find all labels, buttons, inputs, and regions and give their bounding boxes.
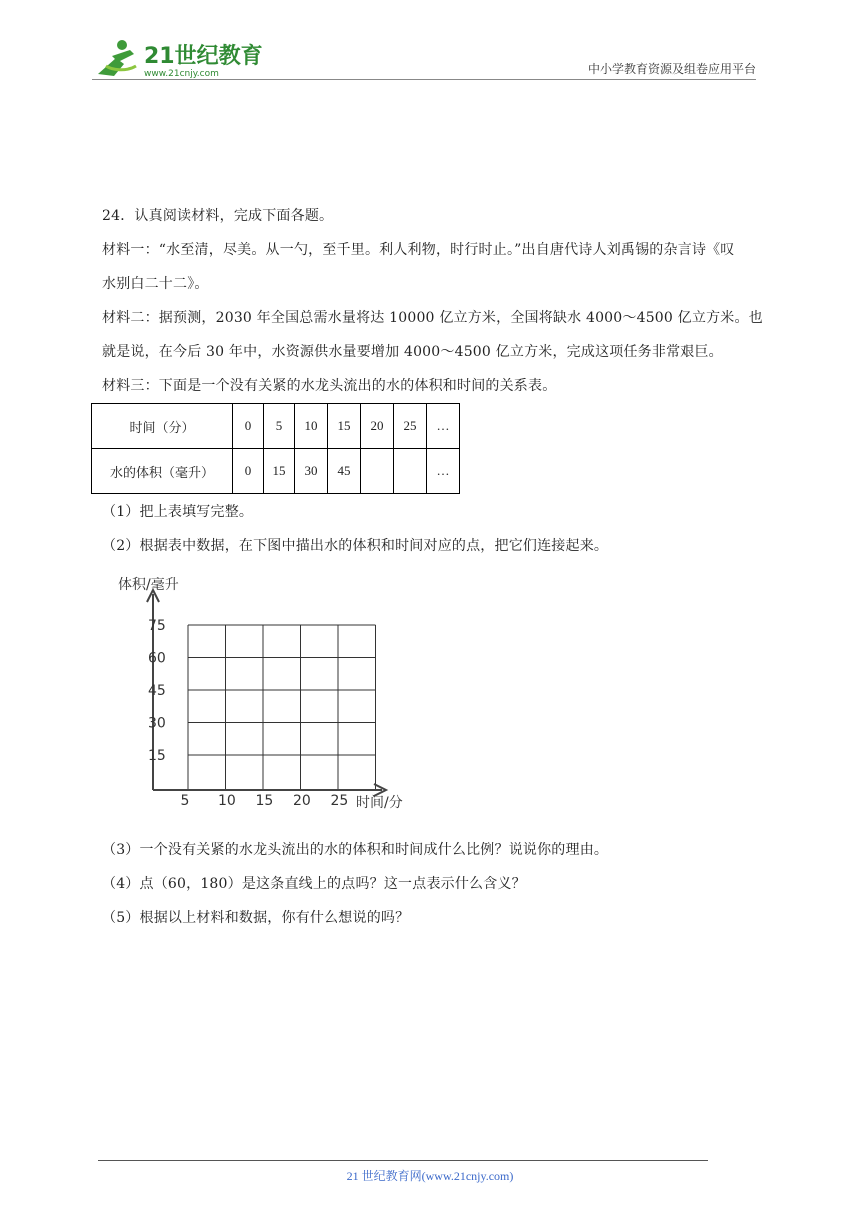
y-tick-label: 75 xyxy=(148,618,166,634)
x-axis-label: 时间/分 xyxy=(356,795,403,811)
logo-text: 21世纪教育 xyxy=(144,44,262,69)
y-tick-label: 30 xyxy=(148,715,166,732)
table-cell-blank[interactable] xyxy=(394,449,427,494)
table-cell: 15 xyxy=(328,404,361,449)
material2-line2: 就是说，在今后 30 年中，水资源供水量要增加 4000～4500 亿立方米，完成这项任务非常艰巨。 xyxy=(102,344,723,360)
logo-url: www.21cnjy.com xyxy=(144,69,219,79)
chart-axes xyxy=(147,590,386,796)
table-cell-blank[interactable] xyxy=(361,449,394,494)
table-cell: 0 xyxy=(233,449,264,494)
x-tick-label: 20 xyxy=(293,793,311,809)
material1-line1: 材料一：“水至清，尽美。从一勺，至千里。利人利物，时行时止。”出自唐代诗人刘禹锡的杂言诗《叹 xyxy=(102,242,735,258)
subquestion-4: （4）点（60，180）是这条直线上的点吗？这一点表示什么含义？ xyxy=(102,876,526,892)
subquestion-1: （1）把上表填写完整。 xyxy=(102,504,254,520)
table-row-time xyxy=(92,404,460,449)
table-cell: 45 xyxy=(328,449,361,494)
x-tick-label: 25 xyxy=(330,793,349,809)
x-tick-label: 5 xyxy=(180,793,190,809)
footer-link[interactable]: 21 世纪教育网(www.21cnjy.com) xyxy=(346,1169,514,1183)
question-title: 24．认真阅读材料，完成下面各题。 xyxy=(102,208,334,224)
site-logo xyxy=(92,36,262,82)
y-tick-label: 15 xyxy=(148,748,166,764)
table-cell: 30 xyxy=(295,449,328,494)
table-cell: 0 xyxy=(233,404,264,449)
chart-ticks xyxy=(148,618,348,809)
footer-divider xyxy=(98,1160,708,1161)
table-cell: 10 xyxy=(295,404,328,449)
chart-svg[interactable] xyxy=(100,572,430,822)
material3-line: 材料三：下面是一个没有关紧的水龙头流出的水的体积和时间的关系表。 xyxy=(102,378,557,394)
table-cell: … xyxy=(427,404,460,449)
header-divider xyxy=(92,79,756,80)
table-cell: 20 xyxy=(361,404,394,449)
y-tick-label: 60 xyxy=(148,650,166,667)
table-row-volume xyxy=(92,449,460,494)
subquestion-5: （5）根据以上材料和数据，你有什么想说的吗？ xyxy=(102,910,410,926)
table-cell: 25 xyxy=(394,404,427,449)
table-header-time: 时间（分） xyxy=(92,404,233,449)
runner-icon xyxy=(98,40,136,76)
subquestion-3: （3）一个没有关紧的水龙头流出的水的体积和时间成什么比例？说说你的理由。 xyxy=(102,842,609,858)
x-tick-label: 15 xyxy=(255,793,274,809)
time-volume-table xyxy=(91,403,460,494)
y-tick-label: 45 xyxy=(148,683,166,699)
table-cell: 5 xyxy=(264,404,295,449)
header-platform-text: 中小学教育资源及组卷应用平台 xyxy=(587,62,756,76)
subquestion-2: （2）根据表中数据，在下图中描出水的体积和时间对应的点，把它们连接起来。 xyxy=(102,538,609,554)
x-tick-label: 10 xyxy=(218,793,236,809)
table-cell: 15 xyxy=(264,449,295,494)
table-cell: … xyxy=(427,449,460,494)
chart-grid xyxy=(188,625,376,790)
table-header-volume: 水的体积（毫升） xyxy=(92,449,233,494)
material2-line1: 材料二：据预测，2030 年全国总需水量将达 10000 亿立方米，全国将缺水 4000～4500 亿立方米。也 xyxy=(102,310,763,326)
y-axis-label: 体积/毫升 xyxy=(118,577,179,593)
volume-time-chart xyxy=(100,572,430,826)
material1-line2: 水别白二十二》。 xyxy=(102,276,209,292)
